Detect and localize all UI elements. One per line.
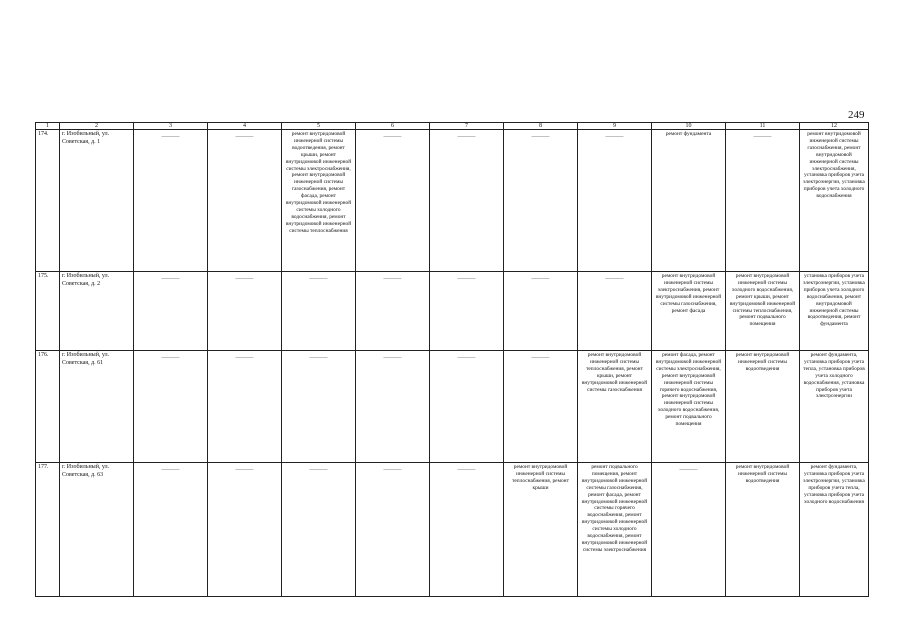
work-list-cell: ремонт фундамента, установка приборов учета электроэнергии, установка приборов учета тепла, установка приборов учета холодного водоснабжения [800, 463, 869, 597]
register-table [35, 122, 869, 597]
empty-dash: ——— [531, 276, 550, 282]
empty-cell [208, 130, 282, 272]
address-cell: г. Изобильный, ул. Советская, д. 1 [60, 130, 134, 272]
empty-cell [134, 351, 208, 463]
work-list-cell: ремонт внутридомовой инженерной системы газоснабжения, ремонт внутридомовой инженерной системы электроснабжения, установка приборов учета электроэнергии, установка приборов учета холодного водоснабжения [800, 130, 869, 272]
table-row [36, 463, 869, 597]
column-header: 9 [578, 123, 652, 130]
empty-cell [134, 272, 208, 351]
row-number: 175. [36, 272, 60, 351]
column-header: 3 [134, 123, 208, 130]
table-row [36, 272, 869, 351]
empty-cell [578, 130, 652, 272]
empty-cell [208, 351, 282, 463]
empty-dash: ——— [235, 276, 254, 282]
work-list-cell: ремонт внутридомовой инженерной системы теплоснабжения, ремонт крыши [504, 463, 578, 597]
empty-dash: ——— [235, 467, 254, 473]
empty-dash: ——— [383, 276, 402, 282]
empty-cell [504, 130, 578, 272]
table-row [36, 130, 869, 272]
empty-dash: ——— [531, 355, 550, 361]
column-header: 4 [208, 123, 282, 130]
work-list-cell: ремонт внутридомовой инженерной системы водоотведения, ремонт крыши, ремонт внутридомовой инженерной системы электроснабжения, ремонт внутридомовой инженерной системы газоснабжения, ремонт фасада, ремонт внутридомовой инженерной системы холодного водоснабжения, ремонт внутридомовой инженерной системы теплоснабжения [282, 130, 356, 272]
address-cell: г. Изобильный, ул. Советская, д. 2 [60, 272, 134, 351]
column-header: 11 [726, 123, 800, 130]
address-cell: г. Изобильный, ул. Советская, д. 61 [60, 351, 134, 463]
empty-cell [134, 130, 208, 272]
empty-dash: ——— [161, 276, 180, 282]
empty-cell [652, 463, 726, 597]
empty-dash: ——— [309, 276, 328, 282]
empty-cell [504, 272, 578, 351]
column-header: 8 [504, 123, 578, 130]
empty-dash: ——— [531, 134, 550, 140]
column-header: 7 [430, 123, 504, 130]
table-row [36, 351, 869, 463]
empty-dash: ——— [161, 355, 180, 361]
empty-dash: ——— [235, 134, 254, 140]
row-number: 174. [36, 130, 60, 272]
empty-cell [282, 272, 356, 351]
empty-dash: ——— [753, 134, 772, 140]
empty-cell [430, 463, 504, 597]
work-list-cell: ремонт внутридомовой инженерной системы теплоснабжения, ремонт крыши, ремонт внутридомовой инженерной системы газоснабжения [578, 351, 652, 463]
empty-dash: ——— [235, 355, 254, 361]
empty-cell [430, 130, 504, 272]
column-header: 6 [356, 123, 430, 130]
work-list-cell: ремонт внутридомовой инженерной системы холодного водоснабжения, ремонт крыши, ремонт внутридомовой инженерной системы теплоснабжения, ремонт подвального помещения [726, 272, 800, 351]
column-header: 2 [60, 123, 134, 130]
row-number: 176. [36, 351, 60, 463]
empty-dash: ——— [383, 134, 402, 140]
empty-cell [578, 272, 652, 351]
empty-cell [282, 463, 356, 597]
empty-dash: ——— [605, 276, 624, 282]
empty-cell [356, 130, 430, 272]
column-header: 5 [282, 123, 356, 130]
empty-dash: ——— [457, 134, 476, 140]
empty-cell [134, 463, 208, 597]
column-number-row [36, 123, 869, 130]
empty-cell [726, 130, 800, 272]
work-list-cell: ремонт внутридомовой инженерной системы водоотведения [726, 351, 800, 463]
empty-dash: ——— [161, 467, 180, 473]
work-list-cell: установка приборов учета электроэнергии, установка приборов учета холодного водоснабжения, ремонт внутридомовой инженерной системы водоотведения, ремонт фундамента [800, 272, 869, 351]
empty-cell [430, 272, 504, 351]
empty-dash: ——— [309, 355, 328, 361]
empty-cell [504, 351, 578, 463]
empty-cell [282, 351, 356, 463]
work-list-cell: ремонт фасада, ремонт внутридомовой инженерной системы электроснабжения, ремонт внутридомовой инженерной системы горячего водоснабжения, ремонт внутридомовой инженерной системы холодного водоснабжения, ремонт подвального помещения [652, 351, 726, 463]
column-header: 1 [36, 123, 60, 130]
work-list-cell: ремонт подвального помещения, ремонт внутридомовой инженерной системы газоснабжения, ремонт фасада, ремонт внутридомовой инженерной системы горячего водоснабжения, ремонт внутридомовой инженерной системы холодного водоснабжения, ремонт внутридомовой инженерной системы электроснабжения [578, 463, 652, 597]
work-list-cell: ремонт внутридомовой инженерной системы электроснабжения, ремонт внутридомовой инженерной системы газоснабжения, ремонт фасада [652, 272, 726, 351]
empty-dash: ——— [605, 134, 624, 140]
column-header: 10 [652, 123, 726, 130]
empty-dash: ——— [383, 355, 402, 361]
work-list-cell: ремонт внутридомовой инженерной системы водоотведения [726, 463, 800, 597]
empty-dash: ——— [457, 355, 476, 361]
address-cell: г. Изобильный, ул. Советская, д. 63 [60, 463, 134, 597]
empty-cell [430, 351, 504, 463]
empty-dash: ——— [309, 467, 328, 473]
empty-cell [356, 272, 430, 351]
empty-dash: ——— [457, 467, 476, 473]
empty-cell [208, 272, 282, 351]
empty-dash: ——— [457, 276, 476, 282]
empty-cell [208, 463, 282, 597]
page-number: 249 [848, 109, 865, 121]
work-list-cell: ремонт фундамента [652, 130, 726, 272]
empty-dash: ——— [383, 467, 402, 473]
empty-dash: ——— [161, 134, 180, 140]
empty-cell [356, 351, 430, 463]
column-header: 12 [800, 123, 869, 130]
empty-cell [356, 463, 430, 597]
work-list-cell: ремонт фундамента, установка приборов учета тепла, установка приборов учета холодного водоснабжения, установка приборов учета электроэнергии [800, 351, 869, 463]
empty-dash: ——— [679, 467, 698, 473]
row-number: 177. [36, 463, 60, 597]
